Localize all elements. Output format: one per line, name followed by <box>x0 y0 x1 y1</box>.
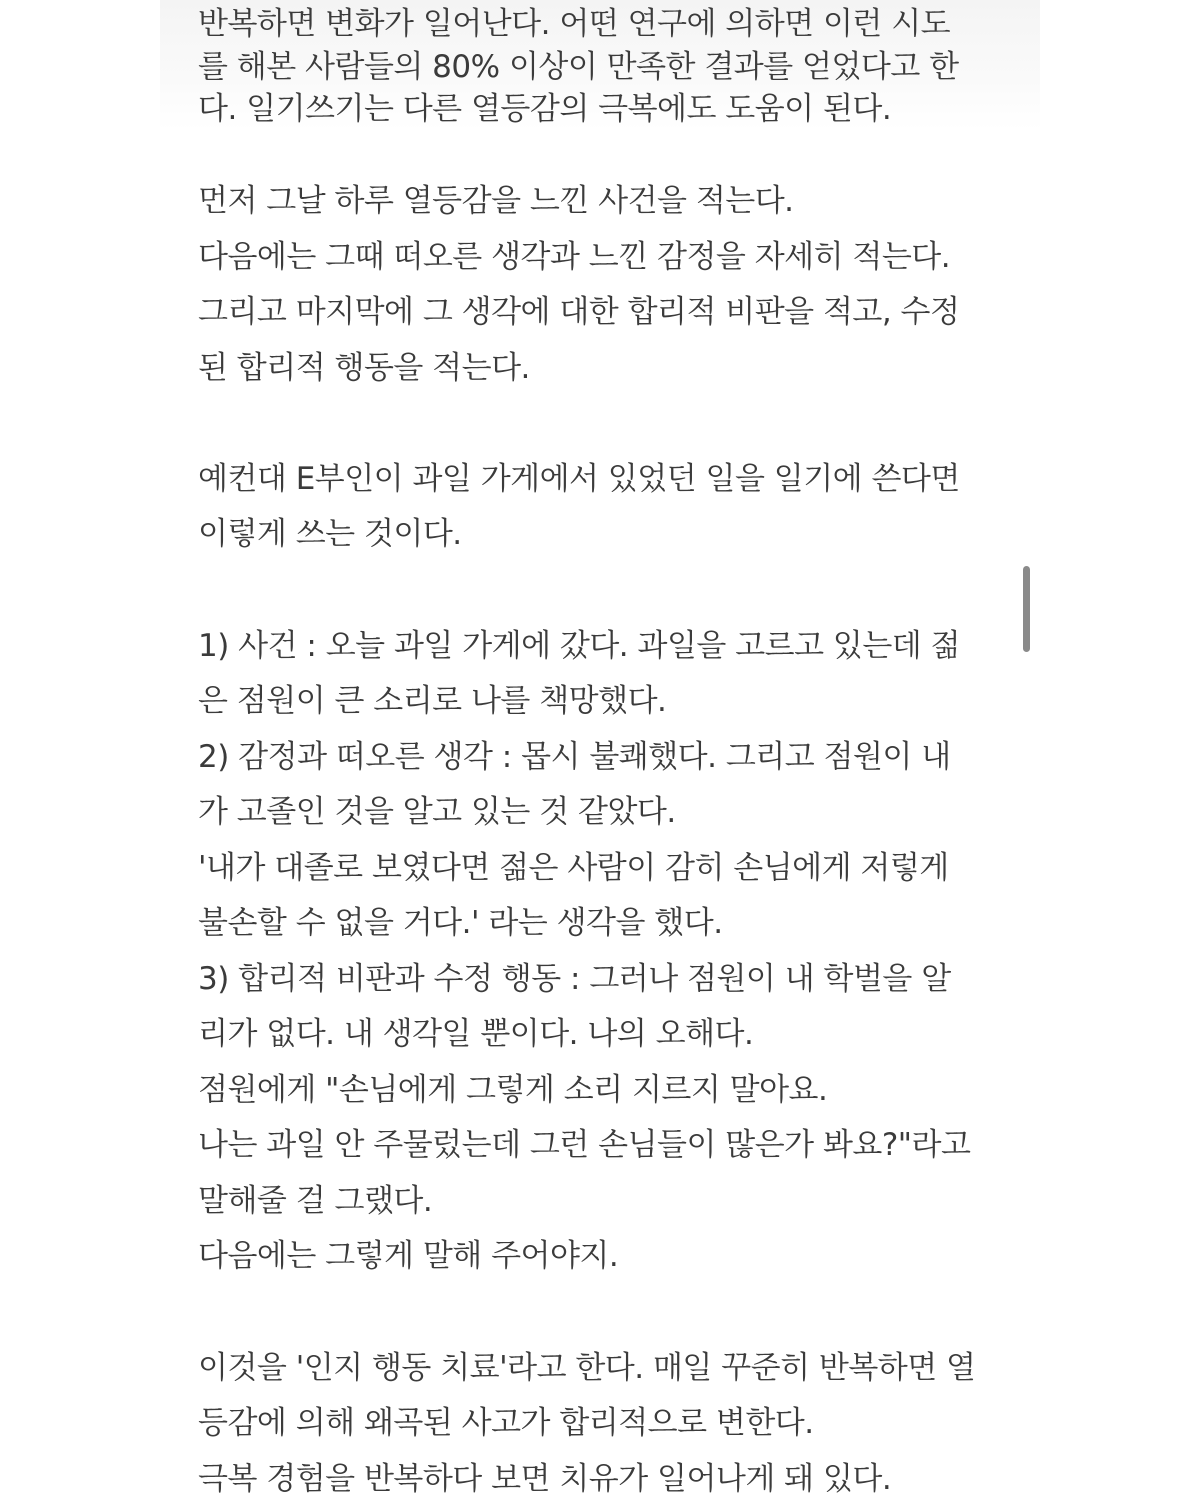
text-line: 를 해본 사람들의 80% 이상이 만족한 결과를 얻었다고 한 <box>198 49 959 85</box>
text-line: '내가 대졸로 보였다면 젊은 사람이 감히 손님에게 저렇게 <box>198 850 949 886</box>
text-line: 등감에 의해 왜곡된 사고가 합리적으로 변한다. <box>198 1405 814 1441</box>
text-line: 나는 과일 안 주물렀는데 그런 손님들이 많은가 봐요?"라고 <box>198 1127 971 1163</box>
text-line: 다. 일기쓰기는 다른 열등감의 극복에도 도움이 된다. <box>198 91 892 127</box>
text-line: 리가 없다. 내 생각일 뿐이다. 나의 오해다. <box>198 1016 754 1052</box>
text-line: 다음에는 그때 떠오른 생각과 느낀 감정을 자세히 적는다. <box>198 239 951 275</box>
text-line: 그리고 마지막에 그 생각에 대한 합리적 비판을 적고, 수정 <box>198 294 960 330</box>
text-line: 된 합리적 행동을 적는다. <box>198 350 530 386</box>
text-line: 점원에게 "손님에게 그렇게 소리 지르지 말아요. <box>198 1072 828 1108</box>
text-line: 다음에는 그렇게 말해 주어야지. <box>198 1238 619 1274</box>
text-line: 극복 경험을 반복하다 보면 치유가 일어나게 돼 있다. <box>198 1461 892 1497</box>
text-line: 예컨대 E부인이 과일 가게에서 있었던 일을 일기에 쓴다면 <box>198 461 960 497</box>
text-line: 3) 합리적 비판과 수정 행동 : 그러나 점원이 내 학벌을 알 <box>198 961 951 997</box>
text-line: 2) 감정과 떠오른 생각 : 몹시 불쾌했다. 그리고 점원이 내 <box>198 739 951 775</box>
text-line: 1) 사건 : 오늘 과일 가게에 갔다. 과일을 고르고 있는데 젊 <box>198 628 961 664</box>
text-line: 가 고졸인 것을 알고 있는 것 같았다. <box>198 794 676 830</box>
text-line: 이것을 '인지 행동 치료'라고 한다. 매일 꾸준히 반복하면 열 <box>198 1350 976 1386</box>
text-line: 반복하면 변화가 일어난다. 어떤 연구에 의하면 이런 시도 <box>198 6 951 42</box>
text-line: 먼저 그날 하루 열등감을 느낀 사건을 적는다. <box>198 183 794 219</box>
text-line: 말해줄 걸 그랬다. <box>198 1183 433 1219</box>
scrollbar-thumb[interactable] <box>1023 566 1030 652</box>
text-line: 이렇게 쓰는 것이다. <box>198 516 462 552</box>
text-line: 은 점원이 큰 소리로 나를 책망했다. <box>198 683 667 719</box>
text-line: 불손할 수 없을 거다.' 라는 생각을 했다. <box>198 905 723 941</box>
